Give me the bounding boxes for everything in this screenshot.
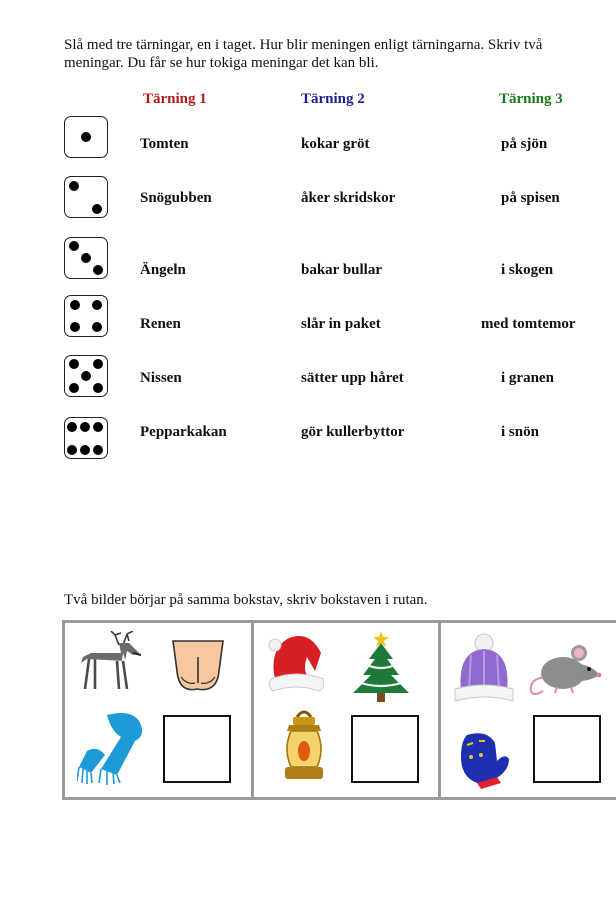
scarf-icon <box>77 711 155 785</box>
row3-col2: bakar bullar <box>301 262 382 278</box>
christmas-tree-icon <box>349 629 413 705</box>
grid-divider <box>438 623 441 797</box>
header-die-2: Tärning 2 <box>301 91 365 107</box>
row6-col2: gör kullerbyttor <box>301 424 405 440</box>
mitten-icon <box>453 727 515 789</box>
grid-divider <box>251 623 254 797</box>
row3-col1: Ängeln <box>140 262 186 278</box>
dice-task-instructions: Slå med tre tärningar, en i taget. Hur blir meningen enligt tärningarna. Skriv två meningar. Du får se hur tokiga meningar det kan bli. <box>64 37 543 71</box>
row5-col3: i granen <box>501 370 554 386</box>
row4-col2: slår in paket <box>301 316 381 332</box>
answer-box-1[interactable] <box>163 715 231 783</box>
row4-col1: Renen <box>140 316 181 332</box>
bottom-icon <box>167 637 229 697</box>
row2-col1: Snögubben <box>140 190 212 206</box>
mouse-icon <box>529 641 603 699</box>
die-face-4-icon <box>64 295 108 337</box>
knit-hat-icon <box>451 631 517 711</box>
row5-col1: Nissen <box>140 370 182 386</box>
row1-col2: kokar gröt <box>301 136 370 152</box>
die-face-6-icon <box>64 417 108 459</box>
row5-col2: sätter upp håret <box>301 370 404 386</box>
answer-box-2[interactable] <box>351 715 419 783</box>
header-die-1: Tärning 1 <box>143 91 207 107</box>
row2-col2: åker skridskor <box>301 190 396 206</box>
row4-col3: med tomtemor <box>481 316 576 332</box>
row2-col3: på spisen <box>501 190 560 206</box>
row6-col3: i snön <box>501 424 539 440</box>
santa-hat-icon <box>263 631 329 695</box>
answer-box-3[interactable] <box>533 715 601 783</box>
header-die-3: Tärning 3 <box>499 91 563 107</box>
row1-col3: på sjön <box>501 136 548 152</box>
die-face-1-icon <box>64 116 108 158</box>
picture-grid <box>62 620 616 800</box>
die-face-2-icon <box>64 176 108 218</box>
die-face-5-icon <box>64 355 108 397</box>
lantern-icon <box>279 707 329 785</box>
row6-col1: Pepparkakan <box>140 424 227 440</box>
row1-col1: Tomten <box>140 136 189 152</box>
row3-col3: i skogen <box>501 262 554 278</box>
die-face-3-icon <box>64 237 108 279</box>
letter-task-instructions: Två bilder börjar på samma bokstav, skriv bokstaven i rutan. <box>64 592 428 608</box>
reindeer-icon <box>71 631 147 695</box>
